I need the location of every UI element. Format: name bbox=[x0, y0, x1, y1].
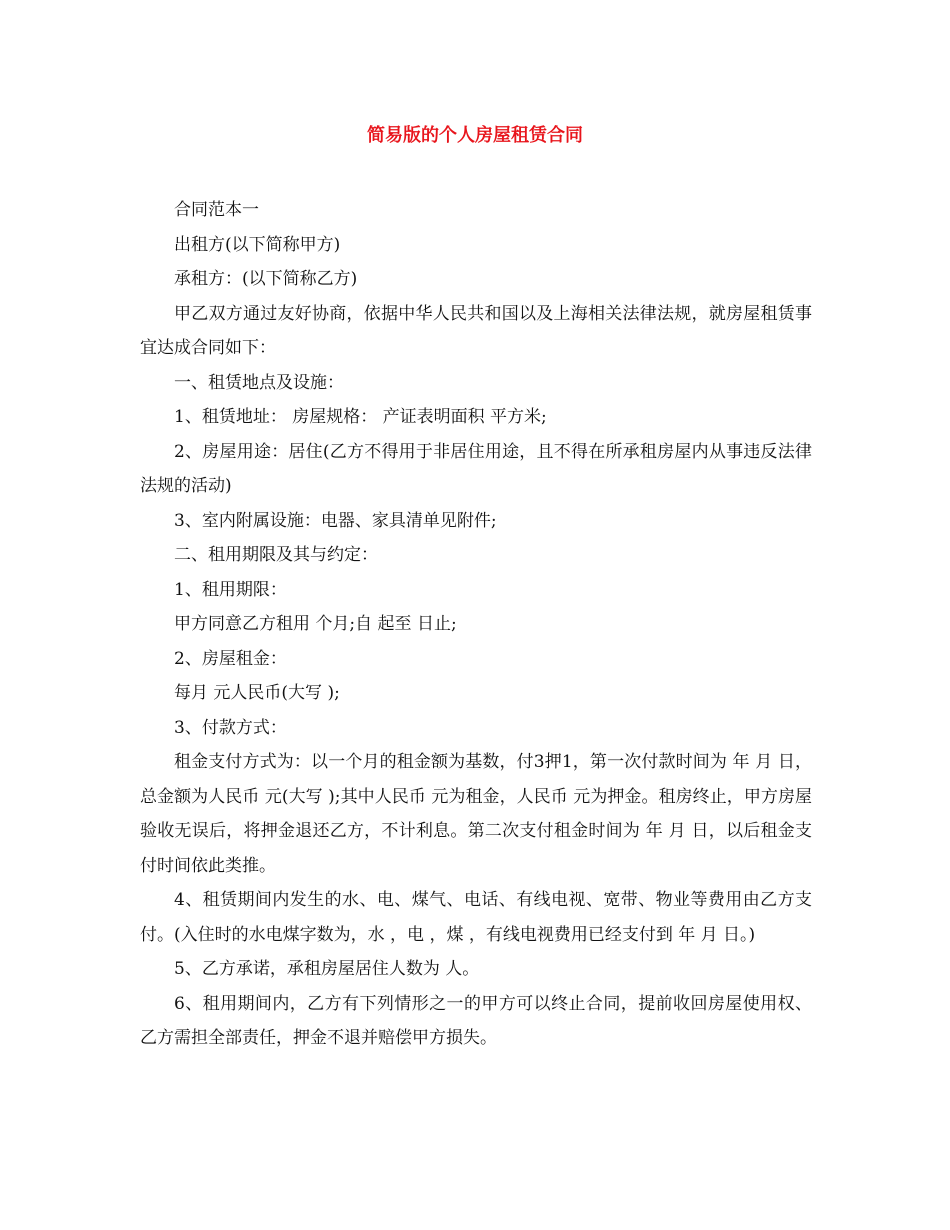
paragraph-template-heading: 合同范本一 bbox=[174, 200, 259, 220]
paragraph-rent: 每月 元人民币(大写 ); bbox=[174, 683, 340, 703]
document-title: 简易版的个人房屋租赁合同 bbox=[367, 125, 583, 146]
paragraph-usage: 2、房屋用途：居住(乙方不得用于非居住用途，且不得在所承租房屋内从事违反法律法规的活动) bbox=[140, 441, 812, 496]
paragraph-payment-heading: 3、付款方式： bbox=[174, 717, 287, 738]
paragraph-termination: 6、租用期间内，乙方有下列情形之一的甲方可以终止合同，提前收回房屋使用权、乙方需担全部责任，押金不退并赔偿甲方损失。 bbox=[140, 993, 812, 1048]
paragraph-lessor: 出租方(以下简称甲方) bbox=[174, 234, 341, 255]
section-heading-location: 一、租赁地点及设施： bbox=[174, 372, 344, 393]
paragraph-occupants: 5、乙方承诺，承租房屋居住人数为 人。 bbox=[174, 959, 480, 979]
paragraph-lessee: 承租方：(以下简称乙方) bbox=[174, 269, 358, 289]
paragraph-term-heading: 1、租用期限： bbox=[174, 579, 287, 600]
paragraph-preamble: 甲乙双方通过友好协商，依据中华人民共和国以及上海相关法律法规，就房屋租赁事宜达成合同如下： bbox=[140, 303, 812, 358]
paragraph-utilities: 4、租赁期间内发生的水、电、煤气、电话、有线电视、宽带、物业等费用由乙方支付。(入住时的水电煤字数为，水 ，电 ，煤 ，有线电视费用已经支付到 年 月 日。) bbox=[140, 890, 812, 945]
paragraph-term: 甲方同意乙方租用 个月;自 起至 日止; bbox=[174, 614, 457, 634]
paragraph-payment: 租金支付方式为：以一个月的租金额为基数，付3押1，第一次付款时间为 年 月 日，总金额为人民币 元(大写 );其中人民币 元为租金，人民币 元为押金。租房终止，甲方房屋验收无误后，将押金退还乙方，不计利息。第二次支付租金时间为 年 月 日，以后租金支付时间依此类推。 bbox=[140, 752, 812, 876]
paragraph-rent-heading: 2、房屋租金： bbox=[174, 648, 287, 669]
document-body bbox=[140, 193, 812, 1056]
paragraph-address: 1、租赁地址： 房屋规格： 产证表明面积 平方米; bbox=[174, 407, 547, 427]
section-heading-term: 二、租用期限及其与约定： bbox=[174, 545, 378, 565]
paragraph-facilities: 3、室内附属设施：电器、家具清单见附件; bbox=[174, 510, 497, 531]
